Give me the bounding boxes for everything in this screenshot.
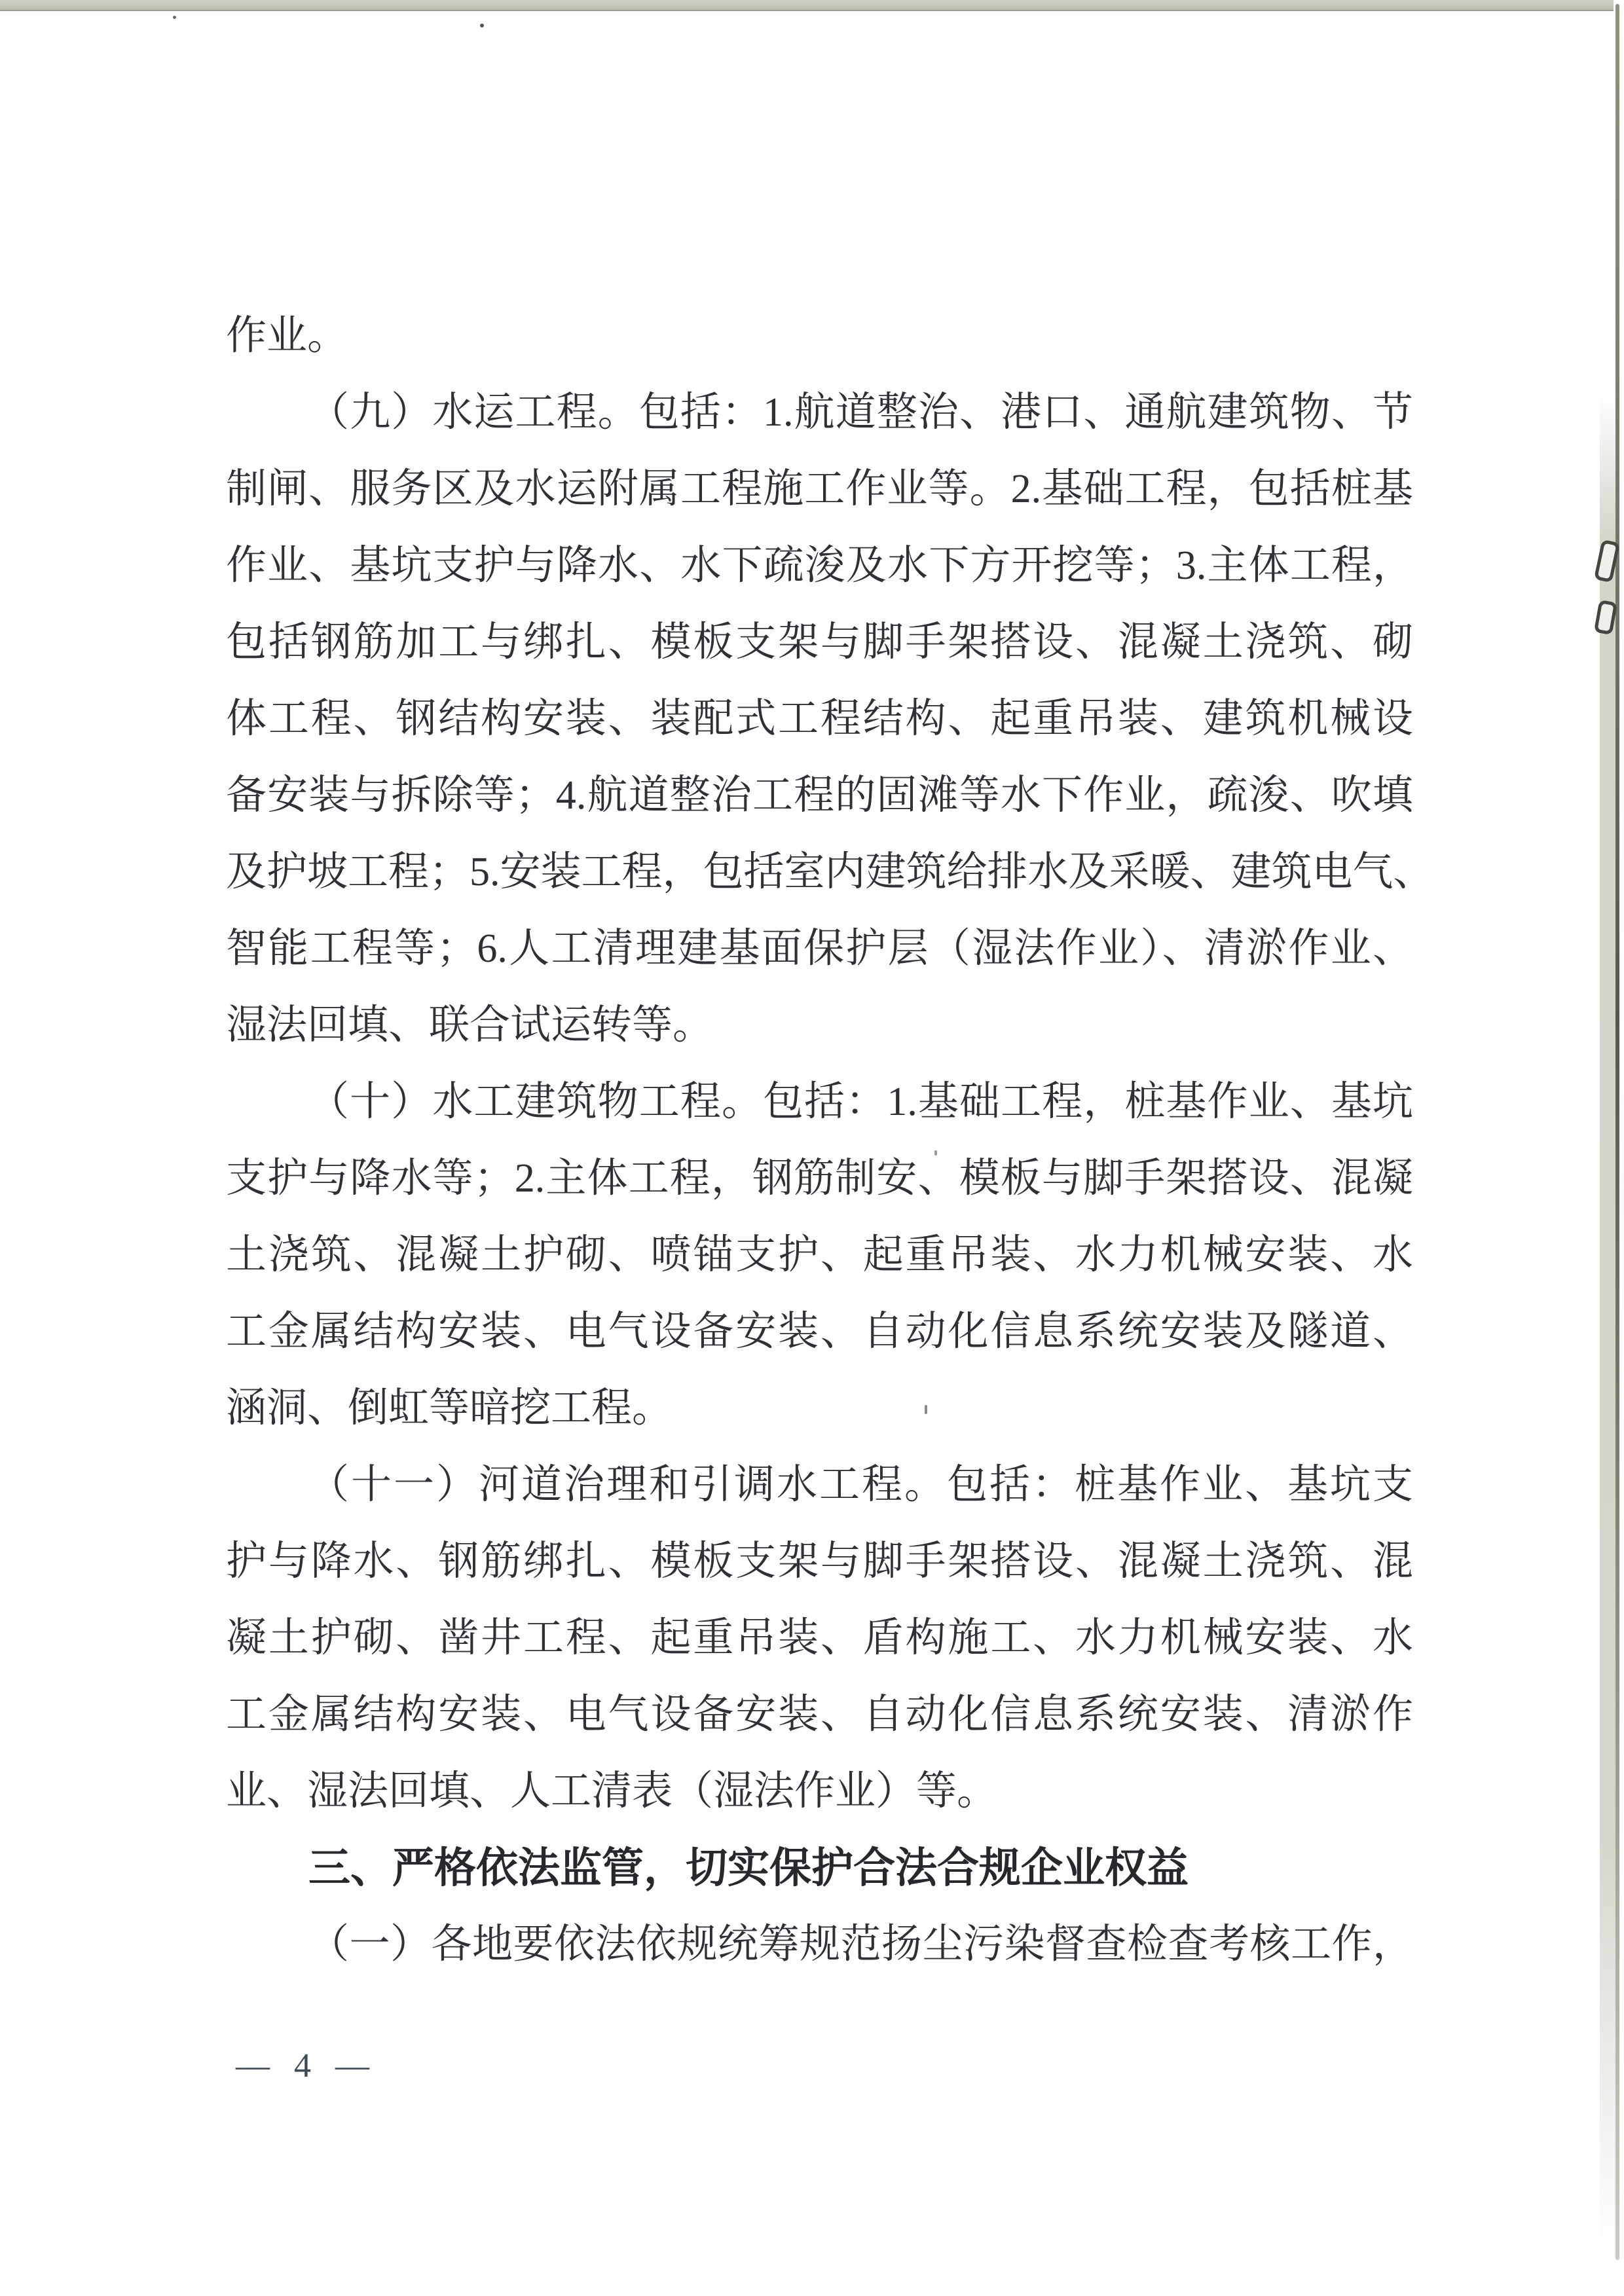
scan-right-edge-shadow: [1600, 393, 1615, 2252]
scan-right-edge-line: [1615, 4, 1619, 2260]
text-line: 湿法回填、联合试运转等。: [226, 1003, 714, 1048]
text-line: 包括钢筋加工与绑扎、模板支架与脚手架搭设、混凝土浇筑、砌: [226, 620, 1413, 665]
document-body-text: [226, 298, 1434, 1983]
text-line: 三、严格依法监管，切实保护合法合规企业权益: [308, 1844, 1189, 1891]
text-line: 制闸、服务区及水运附属工程施工作业等。2.基础工程，包括桩基: [226, 467, 1413, 511]
text-line: 作业、基坑支护与降水、水下疏浚及水下方开挖等；3.主体工程，: [226, 543, 1413, 588]
text-line: （九）水运工程。包括：1.航道整治、港口、通航建筑物、节: [308, 390, 1413, 435]
text-line: 备安装与拆除等；4.航道整治工程的固滩等水下作业，疏浚、吹填: [226, 773, 1413, 818]
text-line: 支护与降水等；2.主体工程，钢筋制安、模板与脚手架搭设、混凝: [226, 1156, 1413, 1201]
scan-top-edge-band: [0, 0, 1614, 11]
text-line: 业、湿法回填、人工清表（湿法作业）等。: [226, 1769, 998, 1813]
text-line: 作业。: [226, 314, 348, 358]
text-line: （十一）河道治理和引调水工程。包括：桩基作业、基坑支: [308, 1463, 1413, 1507]
text-line: （一）各地要依法依规统筹规范扬尘污染督查检查考核工作，: [308, 1922, 1413, 1967]
text-line: 智能工程等；6.人工清理建基面保护层（湿法作业）、清淤作业、: [226, 926, 1413, 971]
ink-speck: [173, 16, 176, 19]
page-number: — 4 —: [236, 2047, 371, 2085]
text-line: 凝土护砌、凿井工程、起重吊装、盾构施工、水力机械安装、水: [226, 1616, 1413, 1660]
text-line: 护与降水、钢筋绑扎、模板支架与脚手架搭设、混凝土浇筑、混: [226, 1539, 1413, 1584]
text-line: 工金属结构安装、电气设备安装、自动化信息系统安装及隧道、: [226, 1309, 1413, 1354]
text-line: 工金属结构安装、电气设备安装、自动化信息系统安装、清淤作: [226, 1692, 1413, 1737]
text-line: （十）水工建筑物工程。包括：1.基础工程，桩基作业、基坑: [308, 1080, 1413, 1124]
text-line: 及护坡工程；5.安装工程，包括室内建筑给排水及采暖、建筑电气、: [226, 850, 1434, 894]
text-line: 土浇筑、混凝土护砌、喷锚支护、起重吊装、水力机械安装、水: [226, 1233, 1413, 1277]
text-line: 涵洞、倒虹等暗挖工程。: [226, 1386, 673, 1430]
text-line: 体工程、钢结构安装、装配式工程结构、起重吊装、建筑机械设: [226, 697, 1413, 741]
ink-speck: [480, 24, 484, 27]
